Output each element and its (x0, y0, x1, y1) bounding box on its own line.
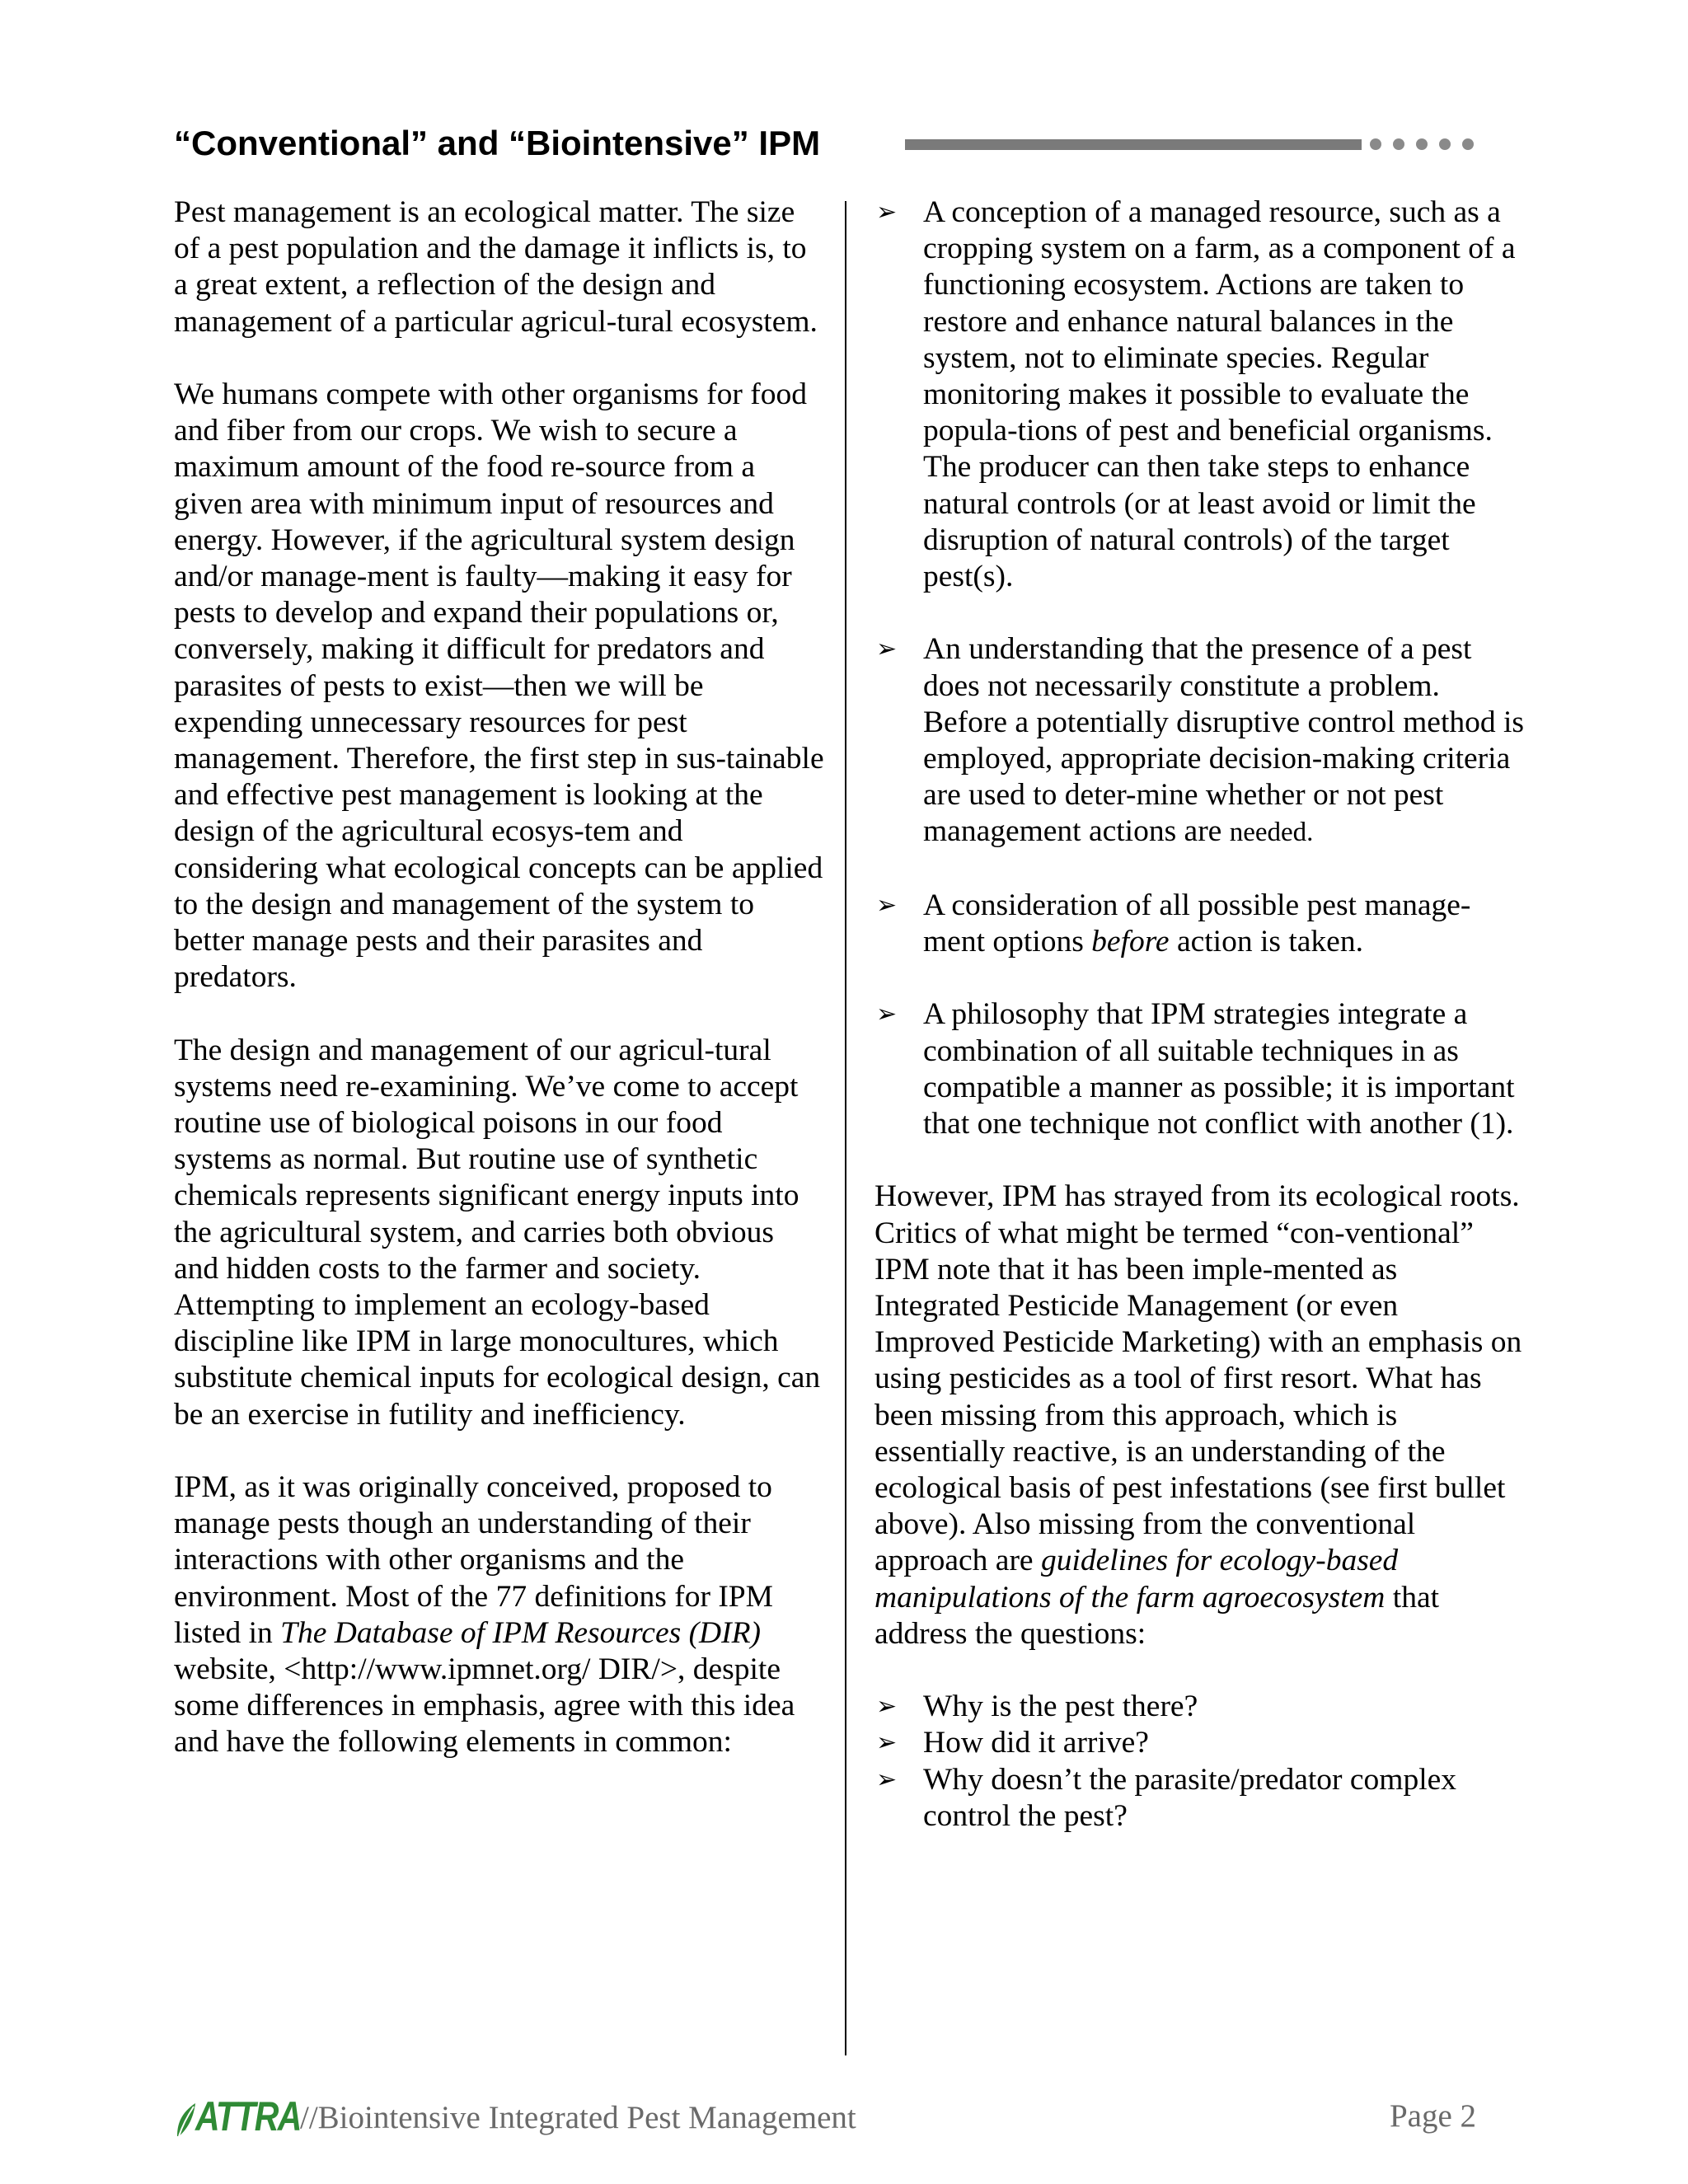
question-item: ➢ Why is the pest there? (874, 1689, 1526, 1725)
emphasis-text: before (1091, 925, 1170, 959)
arrow-bullet-icon: ➢ (876, 1000, 898, 1029)
rule-dot (1416, 138, 1428, 150)
paragraph: The design and management of our agricul-tural systems need re-examining. We’ve come to accept routine use of biological poisons in our food systems as normal. But routine use of synthetic chemicals represents significant energy inputs into the agricultural system, and carries both obvious and hidden costs to the farmer and society. Attempting to implement an ecology-based discipline like IPM in large monocultures, which substitute chemical inputs for ecological design, can be an exercise in futility and inefficiency. (174, 1033, 821, 1432)
section-header (174, 119, 1476, 168)
rule-dot (1370, 138, 1381, 150)
italic-title: The Database of IPM Resources (DIR) (280, 1615, 762, 1650)
column-divider (845, 201, 846, 2055)
left-column (174, 194, 825, 1761)
list-item: ➢ A philosophy that IPM strategies integrate a combination of all suitable techniques in as compatible a manner as possible; it is important that one technique not conflict with another (1). (876, 997, 1515, 1141)
arrow-bullet-icon: ➢ (876, 198, 898, 227)
publication-title: //Biointensive Integrated Pest Management (300, 2100, 856, 2135)
page-number: Page 2 (1389, 2098, 1476, 2134)
paragraph: We humans compete with other organisms for food and fiber from our crops. We wish to secure a maximum amount of the food re-source from a given area with minimum input of resources and energy. However, if the agricultural system design and/or manage-ment is faulty—making it easy for pests to develop and expand their populations or, conversely, making it difficult for predators and parasites of pests to exist—then we will be expending unnecessary resources for pest management. Therefore, the first step in sus-tainable and effective pest management is looking at the design of the agricultural ecosys-tem and considering what ecological concepts can be applied to the design and management of the system to better manage pests and their parasites and predators. (174, 377, 824, 995)
arrow-bullet-icon: ➢ (876, 890, 898, 920)
arrow-bullet-icon: ➢ (876, 1765, 898, 1794)
rule-dot (1393, 138, 1404, 150)
question-item: ➢ Why doesn’t the parasite/predator complex control the pest? (876, 1762, 1457, 1833)
title-rule-dots (1370, 138, 1474, 151)
list-item: ➢ An understanding that the presence of a pest does not necessarily constitute a problem. Before a potentially disruptive control method is employed, appropriate decision-making criteria are used to deter-mine whether or not pest management actions are needed. (876, 632, 1524, 849)
rule-dot (1462, 138, 1474, 150)
page-footer (174, 2090, 1476, 2139)
arrow-bullet-icon: ➢ (876, 1692, 898, 1722)
paragraph: Pest management is an ecological matter. The size of a pest population and the damage it inflicts is, to a great extent, a reflection of the design and management of a particular agricul-tural ecosystem. (174, 195, 818, 339)
list-item: ➢ A conception of a managed resource, such as a cropping system on a farm, as a component of a functioning ecosystem. Actions are taken to restore and enhance natural balances in the system, not to eliminate species. Regular monitoring makes it possible to evaluate the popula-tions of pest and beneficial organisms. The producer can then take steps to enhance natural controls (or at least avoid or limit the disruption of natural controls) of the target pest(s). (876, 195, 1516, 594)
paragraph: However, IPM has strayed from its ecological roots. Critics of what might be termed “con-ventional” IPM note that it has been imple-mented as Integrated Pesticide Management (or even Improved Pesticide Marketing) with an emphasis on using pesticides as a tool of first resort. What has been missing from this approach, which is essentially reactive, is an understanding of the ecological basis of pest infestations (see first bullet above). Also missing from the conventional approach are guidelines for ecology-based manipulations of the farm agroecosystem that address the questions: (874, 1179, 1522, 1651)
emphasis-text: guidelines for ecology-based manipulations of the farm agroecosystem (874, 1544, 1399, 1615)
logo-text: ATTRA (195, 2093, 301, 2139)
arrow-bullet-icon: ➢ (876, 635, 898, 664)
arrow-bullet-icon: ➢ (876, 1728, 898, 1758)
rule-dot (1439, 138, 1451, 150)
section-title: “Conventional” and “Biointensive” IPM (174, 124, 821, 162)
title-rule-bar (905, 139, 1362, 150)
paragraph: IPM, as it was originally conceived, proposed to manage pests though an understanding of their interactions with other organisms and the environment. Most of the 77 definitions for IPM listed in The Database of IPM Resources (DIR) website, <http://www.ipmnet.org/ DIR/>, despite some differences in emphasis, agree with this idea and have the following elements in common: (174, 1470, 795, 1760)
question-item: ➢ How did it arrive? (874, 1725, 1526, 1761)
list-item: ➢ A consideration of all possible pest manage-ment options before action is taken. (876, 888, 1471, 959)
right-column (874, 194, 1526, 1835)
